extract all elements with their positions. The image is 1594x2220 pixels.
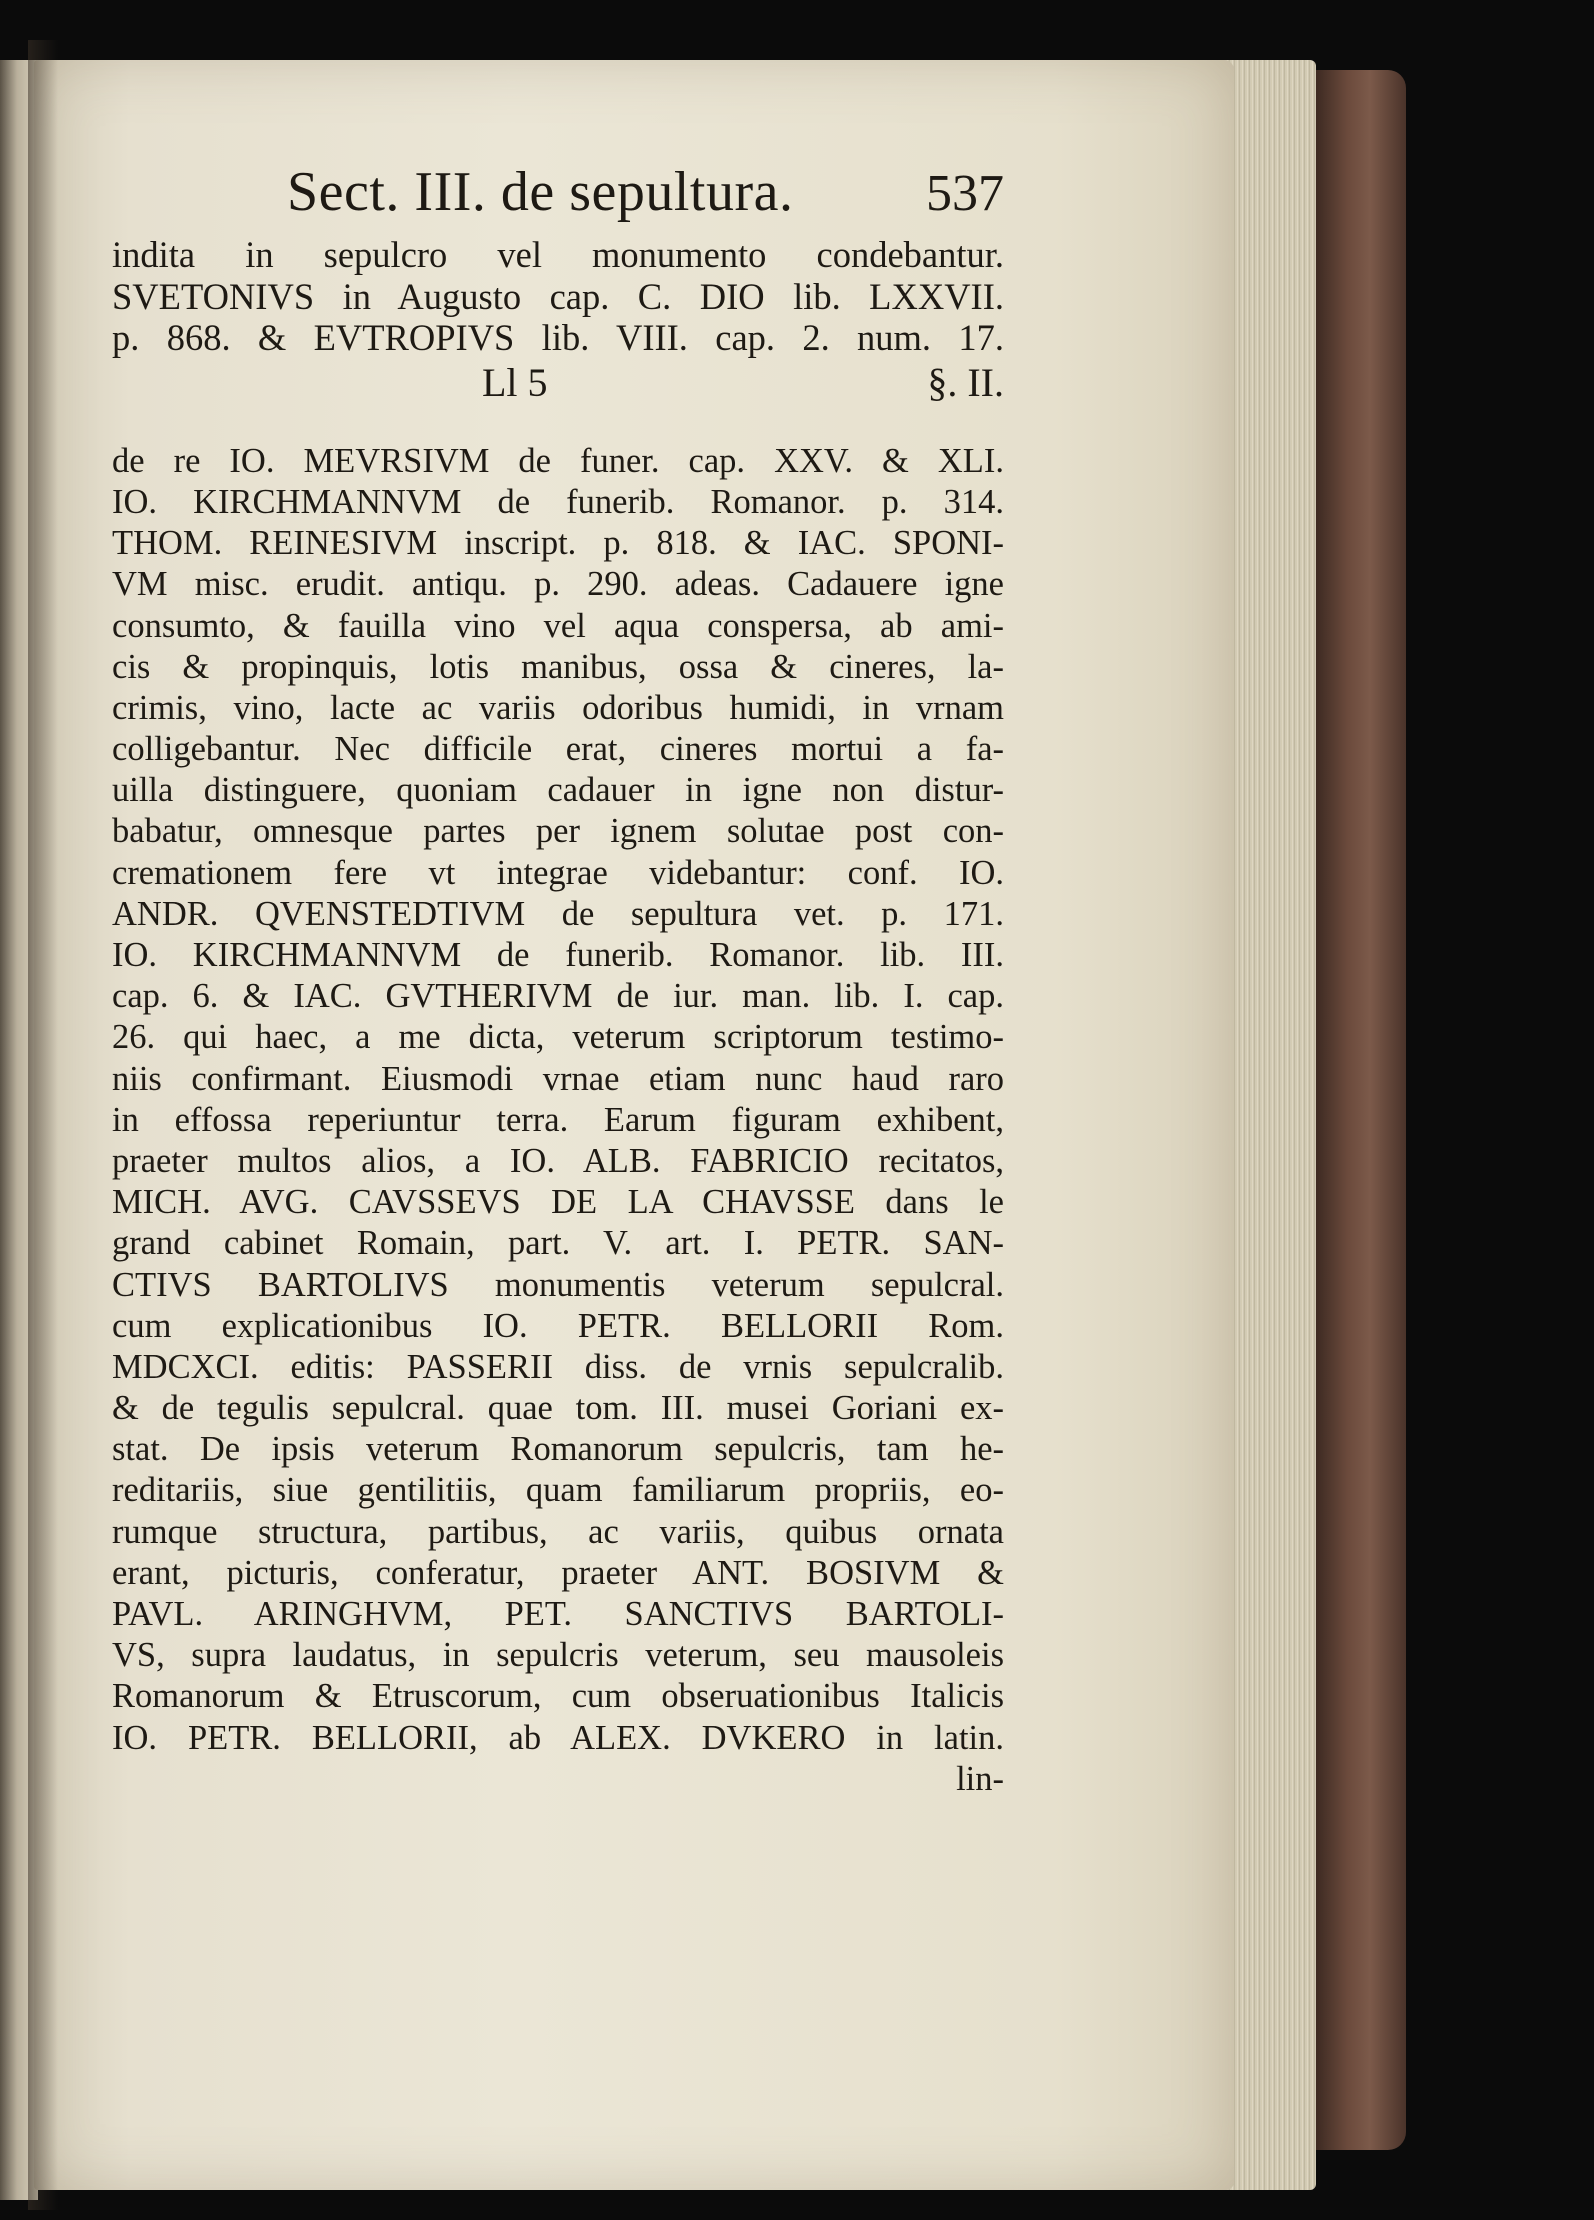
- note-line: uilla distinguere, quoniam cadauer in igne non distur-: [112, 771, 1004, 810]
- note-line: 26. qui haec, a me dicta, veterum scriptorum testimo-: [112, 1018, 1004, 1057]
- book-cover: [1316, 70, 1406, 2150]
- note-line: CTIVS BARTOLIVS monumentis veterum sepulcral.: [112, 1265, 1004, 1304]
- note-line: de re IO. MEVRSIVM de funer. cap. XXV. & XLI.: [112, 441, 1004, 480]
- main-text: [112, 234, 1004, 359]
- note-line: consumto, & fauilla vino vel aqua conspersa, ab ami-: [112, 606, 1004, 645]
- main-text-line: SVETONIVS in Augusto cap. C. DIO lib. LXXVII.: [112, 275, 1004, 317]
- note-line: VM misc. erudit. antiqu. p. 290. adeas. Cadauere igne: [112, 565, 1004, 604]
- running-head: [112, 150, 1004, 234]
- note-line: grand cabinet Romain, part. V. art. I. PETR. SAN-: [112, 1224, 1004, 1263]
- note-line: praeter multos alios, a IO. ALB. FABRICIO recitatos,: [112, 1141, 1004, 1180]
- note-line: cremationem fere vt integrae videbantur: conf. IO.: [112, 853, 1004, 892]
- note-line: VS, supra laudatus, in sepulcris veterum, seu mausoleis: [112, 1636, 1004, 1675]
- note-line: reditariis, siue gentilitiis, quam familiarum propriis, eo-: [112, 1471, 1004, 1510]
- footnote-block: [112, 441, 1004, 1800]
- gutter-shadow: [28, 40, 58, 2210]
- page-number: 537: [926, 165, 1004, 222]
- signature-mark: Ll 5: [482, 359, 548, 405]
- note-line: rumque structura, partibus, ac variis, quibus ornata: [112, 1512, 1004, 1551]
- note-line: Romanorum & Etruscorum, cum obseruationibus Italicis: [112, 1677, 1004, 1716]
- note-line: in effossa reperiuntur terra. Earum figuram exhibent,: [112, 1100, 1004, 1139]
- catchword: lin-: [956, 1759, 1004, 1798]
- note-line: IO. KIRCHMANNVM de funerib. Romanor. p. 314.: [112, 482, 1004, 521]
- note-line: IO. KIRCHMANNVM de funerib. Romanor. lib. III.: [112, 936, 1004, 975]
- note-line: colligebantur. Nec difficile erat, cineres mortui a fa-: [112, 730, 1004, 769]
- note-line: MDCXCI. editis: PASSERII diss. de vrnis sepulcralib.: [112, 1347, 1004, 1386]
- note-line: erant, picturis, conferatur, praeter ANT. BOSIVM &: [112, 1553, 1004, 1592]
- note-line: ANDR. QVENSTEDTIVM de sepultura vet. p. 171.: [112, 894, 1004, 933]
- note-line: & de tegulis sepulcral. quae tom. III. musei Goriani ex-: [112, 1389, 1004, 1428]
- main-text-line: indita in sepulcro vel monumento condebantur.: [112, 234, 1004, 275]
- note-line: cap. 6. & IAC. GVTHERIVM de iur. man. lib. I. cap.: [112, 977, 1004, 1016]
- main-text-line: p. 868. & EVTROPIVS lib. VIII. cap. 2. num. 17.: [112, 317, 1004, 359]
- note-line: crimis, vino, lacte ac variis odoribus humidi, in vrnam: [112, 688, 1004, 727]
- running-head-title: Sect. III. de sepultura.: [287, 161, 794, 223]
- page-text-block: [112, 150, 1004, 1800]
- note-line: IO. PETR. BELLORII, ab ALEX. DVKERO in latin.: [112, 1718, 1004, 1757]
- section-marker: §. II.: [927, 359, 1004, 405]
- note-line: niis confirmant. Eiusmodi vrnae etiam nunc haud raro: [112, 1059, 1004, 1098]
- note-line: PAVL. ARINGHVM, PET. SANCTIVS BARTOLI-: [112, 1595, 1004, 1634]
- note-line: babatur, omnesque partes per ignem solutae post con-: [112, 812, 1004, 851]
- note-line: MICH. AVG. CAVSSEVS DE LA CHAVSSE dans le: [112, 1183, 1004, 1222]
- note-line: cum explicationibus IO. PETR. BELLORII Rom.: [112, 1306, 1004, 1345]
- note-line: THOM. REINESIVM inscript. p. 818. & IAC. SPONI-: [112, 524, 1004, 563]
- note-line: stat. De ipsis veterum Romanorum sepulcris, tam he-: [112, 1430, 1004, 1469]
- signature-line: [112, 359, 1004, 407]
- note-line: cis & propinquis, lotis manibus, ossa & cineres, la-: [112, 647, 1004, 686]
